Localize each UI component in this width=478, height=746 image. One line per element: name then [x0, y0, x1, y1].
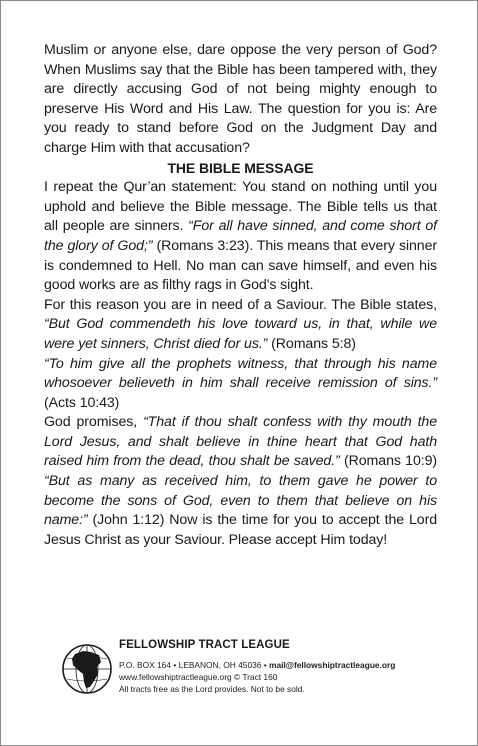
scripture-quote: “But God commendeth his love toward us, in that, while we were yet sinners, Christ died for us.” [44, 316, 437, 352]
text-segment: God promises, [44, 414, 144, 431]
text-segment: (John 1:12) Now is the time for you to accept the Lord Jesus Christ as your Saviour. Please accept Him today! [44, 512, 437, 548]
section-heading: THE BIBLE MESSAGE [167, 159, 314, 176]
text-segment: (Romans 3:23). This means that every sinner is condemned to Hell. No man can save himself, and even his good works are as filthy rags in God's sight. [44, 237, 437, 294]
body-paragraph [44, 355, 437, 414]
website-line: www.fellowshiptractleague.org © Tract 160 [119, 672, 278, 682]
text-segment: (Romans 5:8) [267, 335, 356, 352]
text-segment: (Acts 10:43) [44, 394, 120, 411]
scripture-quote: “That if thou shalt confess with thy mouth the Lord Jesus, and shalt believe in thine heart that God hath raised him from the dead, thou shalt be saved.” [44, 414, 438, 470]
footer [61, 637, 441, 707]
email-address: mail@fellowshiptractleague.org [269, 660, 396, 670]
text-segment: (Romans 10:9) [339, 453, 438, 470]
scripture-quote: “But as many as received him, to them gave he power to become the sons of God, even to them that believe on his name:” [44, 473, 437, 529]
body-paragraph [44, 178, 437, 296]
org-name: FELLOWSHIP TRACT LEAGUE [119, 639, 290, 651]
scripture-quote: “To him give all the prophets witness, that through his name whosoever believeth in him shall receive remission of sins.” [44, 355, 437, 392]
body-paragraph [44, 413, 437, 550]
scripture-quote: “For all have sinned, and come short of the glory of God;” [44, 218, 437, 254]
text-segment: Muslim or anyone else, dare oppose the very person of God? When Muslims say that the Bible has been tampered with, they are directly accusing God of not being mighty enough to preserve His Word and His Law. The question for you is: Are you ready to stand before God on the Judgment Day and charge Him with that accusation? [44, 42, 437, 156]
distribution-notice: All tracts free as the Lord provides. Not to be sold. [119, 684, 305, 694]
postal-address: P.O. BOX 164 • LEBANON, OH 45036 • [119, 660, 270, 670]
body-paragraph [44, 296, 437, 355]
text-segment: I repeat the Qur’an statement: You stand on nothing until you uphold and believe the Bible message. The Bible tells us that all people are sinners. [44, 179, 437, 235]
contact-info [119, 659, 395, 695]
text-segment: For this reason you are in need of a Saviour. The Bible states, [44, 296, 437, 313]
tract-body [44, 41, 437, 550]
globe-with-africa-icon [61, 643, 113, 695]
address-line [119, 659, 395, 671]
body-paragraph [44, 41, 437, 159]
